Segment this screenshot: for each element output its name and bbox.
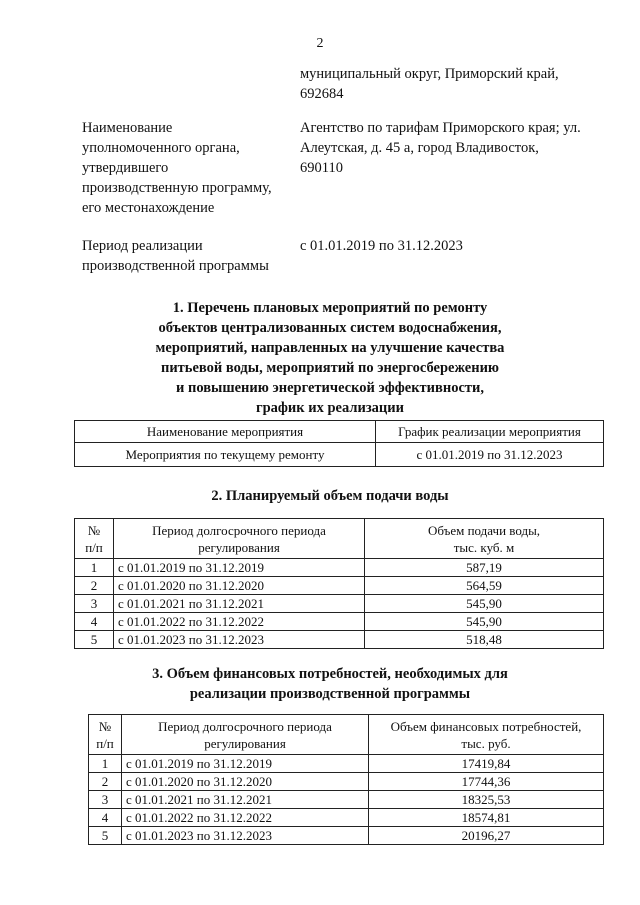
finance-cell-value: 17419,84	[369, 755, 604, 773]
finance-cell-num: 1	[89, 755, 122, 773]
water-cell-period: с 01.01.2022 по 31.12.2022	[114, 613, 365, 631]
finance-cell-period: с 01.01.2022 по 31.12.2022	[122, 809, 369, 827]
water-cell-value: 587,19	[365, 559, 604, 577]
finance-cell-period: с 01.01.2020 по 31.12.2020	[122, 773, 369, 791]
address-line: 692684	[300, 86, 344, 102]
finance-cell-num: 5	[89, 827, 122, 845]
table-row	[75, 559, 604, 577]
water-cell-period: с 01.01.2021 по 31.12.2021	[114, 595, 365, 613]
period-label	[82, 236, 287, 276]
events-header-name: Наименование мероприятия	[75, 421, 376, 443]
approver-value-line: Агентство по тарифам Приморского края; ул.	[300, 120, 581, 136]
table-row	[89, 791, 604, 809]
section1-title-line: объектов централизованных систем водоснабжения,	[158, 320, 502, 336]
table-header-row	[75, 519, 604, 559]
section1-title-line: питьевой воды, мероприятий по энергосбережению	[160, 360, 500, 376]
finance-header-value-line: тыс. руб.	[461, 735, 511, 751]
finance-header-period	[122, 715, 369, 755]
section3-title-line: реализации производственной программы	[189, 686, 471, 702]
approver-label-line: уполномоченного органа,	[82, 140, 240, 156]
water-header-period-line: регулирования	[198, 539, 280, 555]
address-value	[300, 64, 610, 104]
finance-cell-value: 20196,27	[369, 827, 604, 845]
water-cell-num: 2	[75, 577, 114, 595]
period-label-line: производственной программы	[82, 258, 269, 274]
section1-title-line: мероприятий, направленных на улучшение качества	[155, 340, 505, 356]
section1-title-line: и повышению энергетической эффективности,	[176, 380, 484, 396]
finance-cell-num: 3	[89, 791, 122, 809]
water-header-num-line: п/п	[85, 539, 103, 555]
finance-header-num-line: №	[98, 718, 112, 734]
water-supply-table	[74, 518, 604, 649]
table-row	[89, 773, 604, 791]
water-cell-value: 518,48	[365, 631, 604, 649]
water-cell-period: с 01.01.2023 по 31.12.2023	[114, 631, 365, 649]
finance-cell-value: 17744,36	[369, 773, 604, 791]
table-row	[75, 443, 604, 467]
table-header-row	[89, 715, 604, 755]
table-row	[75, 595, 604, 613]
address-line: муниципальный округ, Приморский край,	[300, 66, 559, 82]
water-header-num	[75, 519, 114, 559]
section1-title-line: график их реализации	[255, 400, 404, 416]
table-header-row	[75, 421, 604, 443]
finance-header-period-line: Период долгосрочного периода	[158, 718, 332, 734]
finance-header-period-line: регулирования	[204, 735, 286, 751]
finance-header-num	[89, 715, 122, 755]
section1-title	[60, 298, 600, 418]
finance-cell-num: 4	[89, 809, 122, 827]
section1-title-line: 1. Перечень плановых мероприятий по ремонту	[172, 300, 488, 316]
water-cell-value: 545,90	[365, 595, 604, 613]
water-header-value	[365, 519, 604, 559]
finance-header-num-line: п/п	[96, 735, 114, 751]
page-number: 2	[316, 36, 324, 51]
water-cell-value: 564,59	[365, 577, 604, 595]
finance-cell-value: 18574,81	[369, 809, 604, 827]
water-cell-num: 5	[75, 631, 114, 649]
approver-label-line: его местонахождение	[82, 200, 215, 216]
events-header-schedule: График реализации мероприятия	[376, 421, 604, 443]
water-cell-num: 4	[75, 613, 114, 631]
section3-title-line: 3. Объем финансовых потребностей, необходимых для	[152, 666, 508, 682]
finance-cell-period: с 01.01.2023 по 31.12.2023	[122, 827, 369, 845]
water-cell-num: 3	[75, 595, 114, 613]
approver-value-line: 690110	[300, 160, 343, 176]
water-header-period-line: Период долгосрочного периода	[152, 522, 326, 538]
finance-cell-num: 2	[89, 773, 122, 791]
table-row	[89, 827, 604, 845]
finance-cell-period: с 01.01.2019 по 31.12.2019	[122, 755, 369, 773]
approver-label	[82, 118, 287, 218]
period-label-line: Период реализации	[82, 238, 203, 254]
finance-cell-period: с 01.01.2021 по 31.12.2021	[122, 791, 369, 809]
section2-title: 2. Планируемый объем подачи воды	[211, 488, 449, 504]
table-row	[89, 755, 604, 773]
finance-header-value-line: Объем финансовых потребностей,	[390, 718, 582, 734]
table-row	[75, 631, 604, 649]
finance-cell-value: 18325,53	[369, 791, 604, 809]
events-cell-name: Мероприятия по текущему ремонту	[75, 443, 376, 467]
approver-value-line: Алеутская, д. 45 а, город Владивосток,	[300, 140, 539, 156]
table-row	[89, 809, 604, 827]
water-cell-period: с 01.01.2020 по 31.12.2020	[114, 577, 365, 595]
table-row	[75, 613, 604, 631]
approver-value	[300, 118, 610, 178]
water-cell-num: 1	[75, 559, 114, 577]
table-row	[75, 577, 604, 595]
water-cell-period: с 01.01.2019 по 31.12.2019	[114, 559, 365, 577]
water-header-num-line: №	[87, 522, 101, 538]
water-header-period	[114, 519, 365, 559]
water-header-value-line: Объем подачи воды,	[427, 522, 541, 538]
approver-label-line: утвердившего	[82, 160, 169, 176]
section3-title	[60, 664, 600, 704]
approver-label-line: производственную программу,	[82, 180, 272, 196]
events-table	[74, 420, 604, 467]
water-header-value-line: тыс. куб. м	[453, 539, 515, 555]
approver-label-line: Наименование	[82, 120, 173, 136]
finance-header-value	[369, 715, 604, 755]
water-cell-value: 545,90	[365, 613, 604, 631]
finance-table	[88, 714, 604, 845]
period-value: с 01.01.2019 по 31.12.2023	[300, 238, 463, 254]
events-cell-schedule: с 01.01.2019 по 31.12.2023	[376, 443, 604, 467]
